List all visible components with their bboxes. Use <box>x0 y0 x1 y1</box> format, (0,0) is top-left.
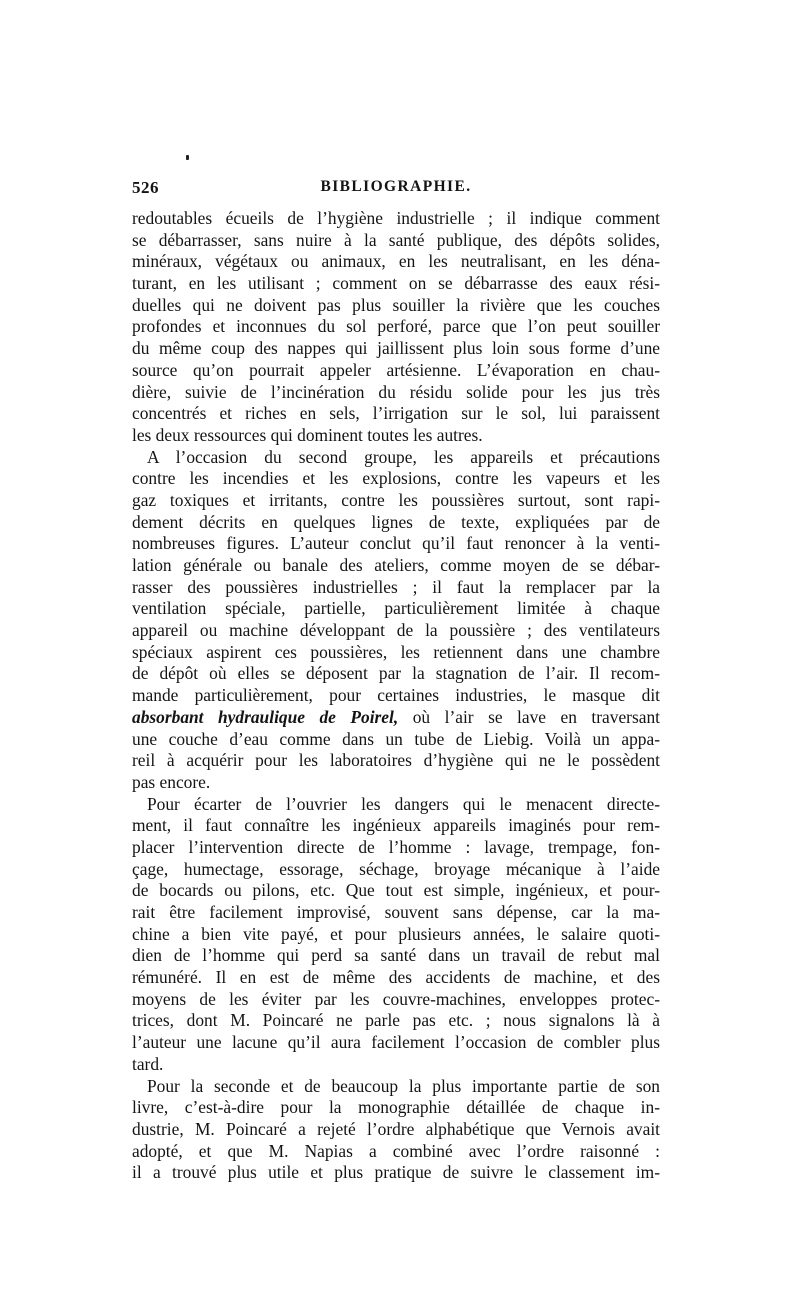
ink-speck <box>186 155 189 160</box>
text-line: appareil ou machine développant de la poussière ; des ventilateurs <box>132 620 660 641</box>
text-line: çage, humectage, essorage, séchage, broyage mécanique à l’aide <box>132 858 660 879</box>
text-line: gaz toxiques et irritants, contre les poussières surtout, sont rapi- <box>132 489 660 510</box>
paragraph-4 <box>132 1076 660 1184</box>
text-line: Pour écarter de l’ouvrier les dangers qui le menacent directe- <box>147 793 660 814</box>
text-run: où l’air se lave en traversant <box>412 706 660 727</box>
text-line: minéraux, végétaux ou animaux, en les neutralisant, en les déna- <box>132 251 660 272</box>
text-line: mande particulièrement, pour certaines industries, le masque dit <box>132 685 660 706</box>
text-line: contre les incendies et les explosions, contre les vapeurs et les <box>132 468 660 489</box>
text-line: de bocards ou pilons, etc. Que tout est simple, ingénieux, et pour- <box>132 880 660 901</box>
text-line: lation générale ou banale des ateliers, comme moyen de se débar- <box>132 555 660 575</box>
text-line: dustrie, M. Poincaré a rejeté l’ordre alphabétique que Vernois avait <box>132 1118 660 1139</box>
text-line: tard. <box>132 1053 164 1074</box>
text-line: dien de l’homme qui perd sa santé dans un travail de rebut mal <box>132 945 660 966</box>
text-line: turant, en les utilisant ; comment on se débarrasse des eaux rési- <box>132 273 660 294</box>
text-line-mixed <box>132 707 660 729</box>
text-line: placer l’intervention directe de l’homme : lavage, trempage, fon- <box>132 836 660 857</box>
text-line: se débarrasser, sans nuire à la santé publique, des dépôts solides, <box>132 229 660 250</box>
text-line: une couche d’eau comme dans un tube de Liebig. Voilà un appa- <box>132 728 660 749</box>
text-line: chine a bien vite payé, et pour plusieurs années, le salaire quoti- <box>132 923 660 944</box>
text-line: ventilation spéciale, partielle, particulièrement limitée à chaque <box>132 598 660 619</box>
page-header <box>132 178 660 204</box>
text-line: Pour la seconde et de beaucoup la plus importante partie de son <box>147 1075 660 1096</box>
text-line: il a trouvé plus utile et plus pratique de suivre le classement im- <box>132 1162 660 1183</box>
text-line: duelles qui ne doivent pas plus souiller la rivière que les couches <box>132 294 660 315</box>
text-line: rémunéré. Il en est de même des accidents de machine, et des <box>132 967 660 988</box>
text-line: A l’occasion du second groupe, les appareils et précautions <box>147 446 660 467</box>
italic-term: absorbant hydraulique de Poirel, <box>132 706 399 727</box>
text-line: l’auteur une lacune qu’il aura facilement l’occasion de combler plus <box>132 1032 660 1053</box>
text-line: de dépôt où elles se déposent par la stagnation de l’air. Il recom- <box>132 663 660 684</box>
paragraph-1 <box>132 208 660 447</box>
text-line: reil à acquérir pour les laboratoires d’hygiène qui ne le possèdent <box>132 750 660 771</box>
text-line: profondes et inconnues du sol perforé, parce que l’on peut souiller <box>132 316 660 337</box>
text-line: les deux ressources qui dominent toutes les autres. <box>132 424 483 445</box>
text-line: du même coup des nappes qui jaillissent plus loin sous forme d’une <box>132 338 660 359</box>
text-line: rasser des poussières industrielles ; il faut la remplacer par la <box>132 576 660 597</box>
body-text <box>132 208 660 1184</box>
text-line: rait être facilement improvisé, souvent sans dépense, car la ma- <box>132 902 660 922</box>
text-line: redoutables écueils de l’hygiène industrielle ; il indique comment <box>132 208 660 228</box>
page-number: 526 <box>132 178 159 197</box>
text-line: nombreuses figures. L’auteur conclut qu’il faut renoncer à la venti- <box>132 533 660 554</box>
running-title: BIBLIOGRAPHIE. <box>320 178 472 195</box>
text-line: ment, il faut connaître les ingénieux appareils imaginés pour rem- <box>132 815 660 836</box>
text-line: adopté, et que M. Napias a combiné avec l’ordre raisonné : <box>132 1140 660 1161</box>
text-line: pas encore. <box>132 771 211 792</box>
text-line: dement décrits en quelques lignes de texte, expliquées par de <box>132 511 660 532</box>
text-line: spéciaux aspirent ces poussières, les retiennent dans une chambre <box>132 641 660 662</box>
text-line: source qu’on pourrait appeler artésienne. L’évaporation en chau- <box>132 359 660 380</box>
text-line: moyens de les éviter par les couvre-machines, enveloppes protec- <box>132 988 660 1009</box>
paragraph-3 <box>132 794 660 1076</box>
text-line: concentrés et riches en sels, l’irrigation sur le sol, lui paraissent <box>132 403 660 424</box>
text-line: trices, dont M. Poincaré ne parle pas etc. ; nous signalons là à <box>132 1010 660 1031</box>
text-line: livre, c’est-à-dire pour la monographie détaillée de chaque in- <box>132 1097 660 1118</box>
paragraph-2 <box>132 447 660 794</box>
text-line: dière, suivie de l’incinération du résidu solide pour les jus très <box>132 381 660 402</box>
